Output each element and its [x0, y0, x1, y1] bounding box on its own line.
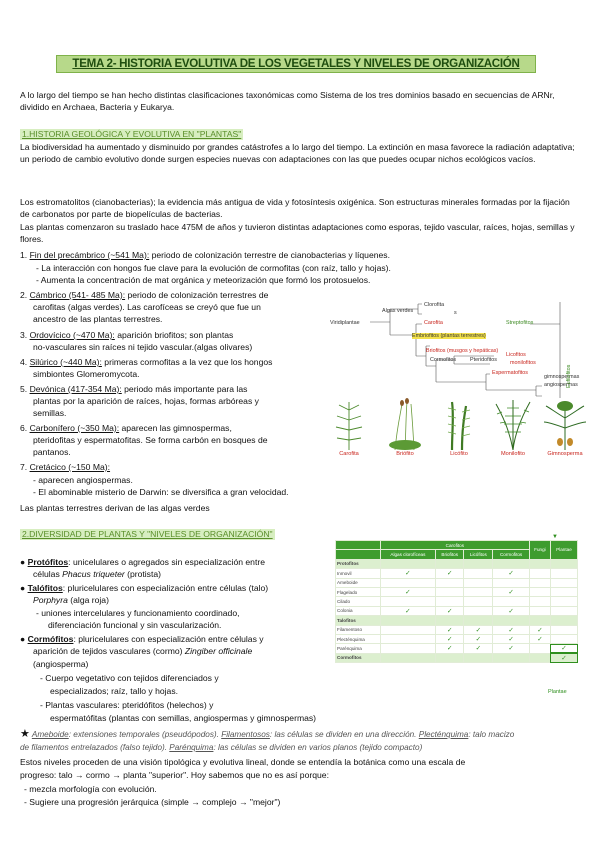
table-cell	[493, 616, 530, 625]
table-cell: ✓	[493, 634, 530, 643]
table-cell	[435, 578, 463, 587]
table-row-label: Cilado	[336, 597, 381, 606]
table-cell	[493, 578, 530, 587]
timeline-item	[20, 462, 110, 473]
timeline-number: 4.	[20, 357, 30, 367]
timeline-bullet: -	[36, 263, 42, 273]
table-cell	[435, 587, 463, 596]
organization-table	[335, 540, 578, 663]
table-cell: ✓	[464, 625, 493, 634]
table-cell	[550, 606, 577, 615]
timeline-text: carofitas (algas verdes). Las carofíceas se creyó que fue un	[33, 302, 261, 312]
table-cell	[493, 597, 530, 606]
table-cell	[529, 559, 550, 568]
timeline-item	[20, 250, 390, 261]
filamentoso-text: : las células se dividen en una dirección.	[269, 730, 419, 739]
page-title: TEMA 2- HISTORIA EVOLUTIVA DE LOS VEGETALES Y NIVELES DE ORGANIZACIÓN	[56, 55, 536, 73]
table-cell: ✓	[464, 634, 493, 643]
cormofitos-sub-4: espermatófitas (plantas con semillas, angiospermas y gimnospermas)	[50, 713, 317, 723]
table-cell	[550, 569, 577, 578]
timeline-item	[33, 342, 252, 353]
table-cell	[529, 578, 550, 587]
table-corner-cell	[336, 541, 381, 550]
timeline-bullet: -	[33, 487, 39, 497]
filamentoso-label: Filamentosos	[221, 730, 270, 739]
timeline-item	[33, 369, 140, 380]
plectenquima-label: Plecténquima	[418, 730, 469, 739]
label-licofitos: Licofitos	[506, 352, 526, 358]
protofitos-l2a: células	[33, 569, 63, 579]
table-cell: ✓	[493, 587, 530, 596]
table-row-label: Plecténquima	[336, 634, 381, 643]
table-row-label: Ameboide	[336, 578, 381, 587]
label-cormofitos: Cormofitos	[430, 357, 457, 363]
table-row-label: Cormofitos	[336, 653, 381, 662]
table-row	[336, 606, 578, 615]
table-row-label: Talofitos	[336, 616, 381, 625]
cormofitos-line-1: ● Cormófitos: pluricelulares con especialización entre células y	[20, 634, 264, 644]
table-cell	[550, 625, 577, 634]
table-cell	[529, 587, 550, 596]
protofitos-line-1: ● Protófitos: unicelulares o agregados sin especialización entre	[20, 557, 265, 567]
timeline-period-label: Carbonífero (~350 Ma):	[29, 423, 120, 433]
cormofitos-line-2	[33, 646, 252, 657]
label-embriofitos: Embriofitos (plantas terrestres)	[412, 333, 486, 339]
label-monilofitos: monilofitos	[510, 360, 536, 366]
timeline-number: 6.	[20, 423, 30, 433]
timeline-text: pantanos.	[33, 447, 71, 457]
talofitos-sub-1-text: uniones intercelulares y funcionamiento coordinado,	[41, 608, 240, 618]
label-viridiplantae: Viridiplantae	[330, 320, 360, 326]
cormofitos-l2a: aparición de tejidos vasculares (cormo)	[33, 646, 185, 656]
label-estreptofitos: Streptofitos	[506, 320, 534, 326]
table-cell: ✓	[435, 569, 463, 578]
cormofitos-label: Cormófitos	[27, 634, 74, 644]
conclusion-item-1: - mezcla morfología con evolución.	[24, 784, 157, 794]
table-cell	[464, 653, 493, 662]
cormofitos-sub-2: especializados; raíz, tallo y hojas.	[50, 686, 179, 696]
table-col-header: Briofitos	[435, 550, 463, 559]
table-cell	[380, 597, 435, 606]
cormofitos-text: : pluricelulares con especialización entre células y	[73, 634, 264, 644]
timeline-item	[20, 330, 233, 341]
table-row-label: Colonia	[336, 606, 381, 615]
caption-briofito: Briófito	[396, 451, 414, 457]
table-corner-mark: ▼	[552, 534, 558, 540]
table-row-label: Filamentoso	[336, 625, 381, 634]
timeline-item	[20, 357, 272, 368]
table-cell	[380, 559, 435, 568]
table-cell: ✓	[493, 606, 530, 615]
timeline-item	[33, 302, 261, 313]
monilofito-illustration	[488, 398, 538, 450]
timeline-item	[33, 314, 162, 325]
table-cell: ✓	[464, 644, 493, 653]
briofito-illustration	[380, 398, 430, 450]
label-briofitos: Briofitos (musgos y hepáticas)	[426, 348, 499, 354]
timeline-text: periodo de colonización terrestre de cianobacterias y líquenes.	[149, 250, 390, 260]
table-cell	[529, 616, 550, 625]
table-row	[336, 644, 578, 653]
conclusion-item-2-text: Sugiere una progresión jerárquica (simple → complejo → "mejor")	[29, 797, 281, 807]
section-1-closing: Las plantas terrestres derivan de las algas verdes	[20, 503, 210, 513]
section-1-paragraph-1: La biodiversidad ha aumentado y disminuido por grandes catástrofes a lo largo del tiempo. La extinción en masa favorece la radiación adaptativa; un periodo de cambio evolutivo donde surgen especies nuevas con adaptaciones con las que puedes ocupar nichos ecológicos vacíos.	[20, 142, 575, 164]
table-row-label: Inmovil	[336, 569, 381, 578]
table-header-row	[336, 541, 578, 550]
talofitos-sub-1: - uniones intercelulares y funcionamiento coordinado,	[36, 608, 240, 618]
table-cell	[529, 644, 550, 653]
plectenquima-text: : talo macizo	[468, 730, 515, 739]
timeline-text: aparición briofitos; son plantas	[114, 330, 234, 340]
timeline-text: Aumenta la concentración de mat orgánica y meteorización que formó los protosuelos.	[40, 275, 371, 285]
label-s: s	[454, 310, 457, 316]
table-cell	[380, 653, 435, 662]
intro-paragraph: A lo largo del tiempo se han hecho distintas clasificaciones taxonómicas como Sistema de los tres dominios basado en secuencias de ARNr, dividido en Archaea, Bacteria y Eukarya.	[20, 90, 555, 112]
caption-monilofito: Monilofito	[501, 451, 525, 457]
timeline-item	[33, 447, 71, 458]
caption-carofita: Carofita	[339, 451, 359, 457]
timeline-number: 1.	[20, 250, 30, 260]
table-row-label: Protofitos	[336, 559, 381, 568]
table-cell: ✓	[435, 634, 463, 643]
table-cell	[464, 616, 493, 625]
talofitos-line-2	[33, 595, 109, 606]
table-cell	[435, 616, 463, 625]
table-row	[336, 578, 578, 587]
table-row-label: Flagelado	[336, 587, 381, 596]
conclusion-line-1: Estos niveles proceden de una visión tipológica y evolutiva lineal, donde se entendía la botánica como una escala de	[20, 757, 466, 767]
caption-licofito: Licófito	[450, 451, 468, 457]
timeline-text: simbiontes Glomeromycota.	[33, 369, 140, 379]
table-cell	[493, 653, 530, 662]
timeline-item	[33, 435, 268, 446]
timeline-item	[20, 384, 247, 395]
parenquima-text: : las células se dividen en varios planos (tejido compacto)	[213, 743, 423, 752]
table-row	[336, 569, 578, 578]
timeline-item	[36, 275, 370, 286]
timeline-text: El abominable misterio de Darwin: se diversifica a gran velocidad.	[38, 487, 289, 497]
table-cell: ✓	[435, 644, 463, 653]
timeline-text: semillas.	[33, 408, 67, 418]
table-cell: ✓	[435, 606, 463, 615]
protofitos-line-2	[33, 569, 161, 580]
plant-illustrations	[322, 398, 594, 460]
tissue-types-line-1	[20, 729, 514, 740]
table-row	[336, 625, 578, 634]
table-cell	[435, 597, 463, 606]
timeline-text: primeras cormofitas a la vez que los hongos	[101, 357, 273, 367]
timeline-text: La interacción con hongos fue clave para la evolución de cormofitas (con raíz, tallo y hojas).	[41, 263, 391, 273]
table-cell: ✓	[493, 644, 530, 653]
label-espermatofitos: Espermatofitos	[492, 370, 528, 376]
table-row	[336, 634, 578, 643]
timeline-item	[20, 290, 268, 301]
table-cell: ✓	[529, 634, 550, 643]
table-row	[336, 559, 578, 568]
table-cell	[464, 578, 493, 587]
carofita-illustration	[324, 398, 374, 450]
table-cell	[550, 616, 577, 625]
table-cell	[464, 559, 493, 568]
talofitos-species: Porphyra	[33, 595, 68, 605]
protofitos-species: Phacus triqueter	[62, 569, 125, 579]
table-row	[336, 597, 578, 606]
timeline-bullet: -	[33, 475, 39, 485]
table-cell	[529, 653, 550, 662]
conclusion-item-1-text: mezcla morfología con evolución.	[29, 784, 157, 794]
table-cell: ✓	[380, 569, 435, 578]
timeline-text: plantas por la aparición de raíces, hojas, formas arbóreas y	[33, 396, 259, 406]
conclusion-item-2: - Sugiere una progresión jerárquica (simple → complejo → "mejor")	[24, 797, 281, 807]
table-cell	[435, 559, 463, 568]
timeline-number: 3.	[20, 330, 30, 340]
protofitos-l2c: (protista)	[124, 569, 162, 579]
timeline-period-label: Cámbrico (541- 485 Ma):	[29, 290, 126, 300]
timeline-item	[33, 396, 259, 407]
timeline-item	[33, 487, 289, 498]
timeline-text: aparecen las gimnospermas,	[119, 423, 232, 433]
table-row	[336, 587, 578, 596]
table-col-header: Fungi	[529, 541, 550, 560]
timeline-item	[20, 423, 232, 434]
protofitos-text: : unicelulares o agregados sin especialización entre	[68, 557, 265, 567]
table-cell	[464, 597, 493, 606]
table-cell: ✓	[380, 606, 435, 615]
cormofitos-sub-3-text: Plantas vasculares: pteridófitos (helechos) y	[45, 700, 214, 710]
ameboide-text: : extensiones temporales (pseudópodos).	[68, 730, 222, 739]
label-clorofita: Clorofita	[424, 302, 445, 308]
timeline-item	[36, 263, 391, 274]
cormofitos-sub-1: - Cuerpo vegetativo con tejidos diferenciados y	[40, 673, 219, 683]
cormofitos-line-3: (angiosperma)	[33, 659, 89, 669]
table-legend: Plantae	[548, 689, 567, 695]
phylogeny-diagram	[330, 302, 585, 398]
table-cell	[464, 606, 493, 615]
table-group-header: Carofitos	[380, 541, 529, 550]
cormofitos-sub-1-text: Cuerpo vegetativo con tejidos diferenciados y	[45, 673, 219, 683]
table-col-header: Plantae	[550, 541, 577, 560]
table-cell	[550, 559, 577, 568]
table-row	[336, 653, 578, 662]
table-cell: ✓	[529, 625, 550, 634]
timeline-text: no-vasculares sin raíces ni tejido vascular.(algas olivares)	[33, 342, 253, 352]
table-col-header: Licófitos	[464, 550, 493, 559]
tissue-types-line-2	[20, 742, 422, 753]
table-cell	[550, 578, 577, 587]
table-cell	[380, 634, 435, 643]
line2a-text: de filamentos entrelazados (falso tejido).	[20, 743, 170, 752]
table-col-header: Algas clorofíceas	[380, 550, 435, 559]
talofitos-label: Talófitos	[27, 583, 63, 593]
timeline-text: periodo más importante para las	[121, 384, 248, 394]
timeline-text: pteridofitas y espermatofitas. Se forma carbón en bosques de	[33, 435, 268, 445]
table-cell	[435, 653, 463, 662]
timeline-item	[33, 408, 66, 419]
table-row-label: Parénquima	[336, 644, 381, 653]
timeline-bullet: -	[36, 275, 41, 285]
table-cell: ✓	[493, 569, 530, 578]
caption-gimnosperma: Gimnosperma	[547, 451, 583, 457]
table-cell	[464, 569, 493, 578]
table-cell: ✓	[550, 653, 577, 662]
table-cell	[529, 606, 550, 615]
table-cell	[464, 587, 493, 596]
parenquima-label: Parénquima	[169, 743, 214, 752]
table-row	[336, 616, 578, 625]
protofitos-label: Protófitos	[27, 557, 69, 567]
table-cell	[380, 625, 435, 634]
timeline-period-label: Silúrico (~440 Ma):	[29, 357, 102, 367]
timeline-period-label: Ordovícico (~470 Ma):	[29, 330, 115, 340]
label-algas-verdes: Algas verdes	[382, 308, 414, 314]
label-carofita: Carofita	[424, 320, 443, 326]
timeline-item	[33, 475, 133, 486]
table-cell: ✓	[380, 587, 435, 596]
table-cell	[550, 634, 577, 643]
table-cell	[380, 644, 435, 653]
timeline-period-label: Fin del precámbrico (~541 Ma):	[29, 250, 150, 260]
timeline-number: 5.	[20, 384, 30, 394]
table-cell	[493, 559, 530, 568]
table-cell	[529, 569, 550, 578]
label-eufilofitos: Eufilofitos	[566, 364, 572, 388]
label-pteridofitos: Pteridofitos	[470, 357, 497, 363]
timeline-period-label: Devónica (417-354 Ma):	[29, 384, 122, 394]
licofito-illustration	[434, 398, 484, 450]
table-cell	[529, 597, 550, 606]
timeline-number: 7.	[20, 462, 30, 472]
table-corner-cell	[336, 550, 381, 559]
table-cell	[380, 616, 435, 625]
label-gimnospermas: gimnospermas	[544, 374, 580, 380]
gimnosperma-illustration	[540, 398, 590, 450]
table-cell: ✓	[550, 644, 577, 653]
conclusion-line-2: progreso: talo → cormo → planta "superior". Hoy sabemos que no es así porque:	[20, 770, 329, 780]
talofitos-l2b: (alga roja)	[67, 595, 109, 605]
label-angiospermas: angiospermas	[544, 382, 578, 388]
talofitos-line-1: ● Talófitos: pluricelulares con especialización entre células (talo)	[20, 583, 269, 593]
talofitos-sub-2: diferenciación funcional y sin vascularización.	[48, 620, 222, 630]
timeline-text: periodo de colonización terrestres de	[125, 290, 269, 300]
table-cell: ✓	[435, 625, 463, 634]
section-2-heading: 2.DIVERSIDAD DE PLANTAS Y "NIVELES DE ORGANIZACIÓN"	[22, 529, 273, 539]
ameboide-label: Ameboide	[31, 730, 69, 739]
table-cell	[380, 578, 435, 587]
talofitos-text: : pluricelulares con especialización entre células (talo)	[62, 583, 269, 593]
table-cell: ✓	[493, 625, 530, 634]
timeline-text: aparecen angiospermas.	[38, 475, 133, 485]
section-1-paragraph-3: Las plantas comenzaron su traslado hace 475M de años y tuvieron distintas adaptaciones como esporas, tejido vascular, raíces, hojas, semillas y flores.	[20, 222, 575, 244]
table-cell	[550, 597, 577, 606]
table-col-header: Cormofitos	[493, 550, 530, 559]
timeline-text: ancestro de las plantas terrestres.	[33, 314, 163, 324]
cormofitos-sub-3: - Plantas vasculares: pteridófitos (helechos) y	[40, 700, 214, 710]
timeline-period-label: Cretácico (~150 Ma):	[29, 462, 111, 472]
section-1-heading: 1.HISTORIA GEOLÓGICA Y EVOLUTIVA EN "PLANTAS"	[22, 129, 242, 139]
star-icon: ★	[20, 728, 30, 740]
section-1-paragraph-2: Los estromatolitos (cianobacterias); la evidencia más antigua de vida y fotosíntesis oxigénica. Son estructuras minerales formadas por la fijación de carbonatos por parte de biopelículas de bacterias.	[20, 197, 570, 219]
cormofitos-species: Zingiber officinale	[184, 646, 253, 656]
table-cell	[550, 587, 577, 596]
timeline-number: 2.	[20, 290, 30, 300]
